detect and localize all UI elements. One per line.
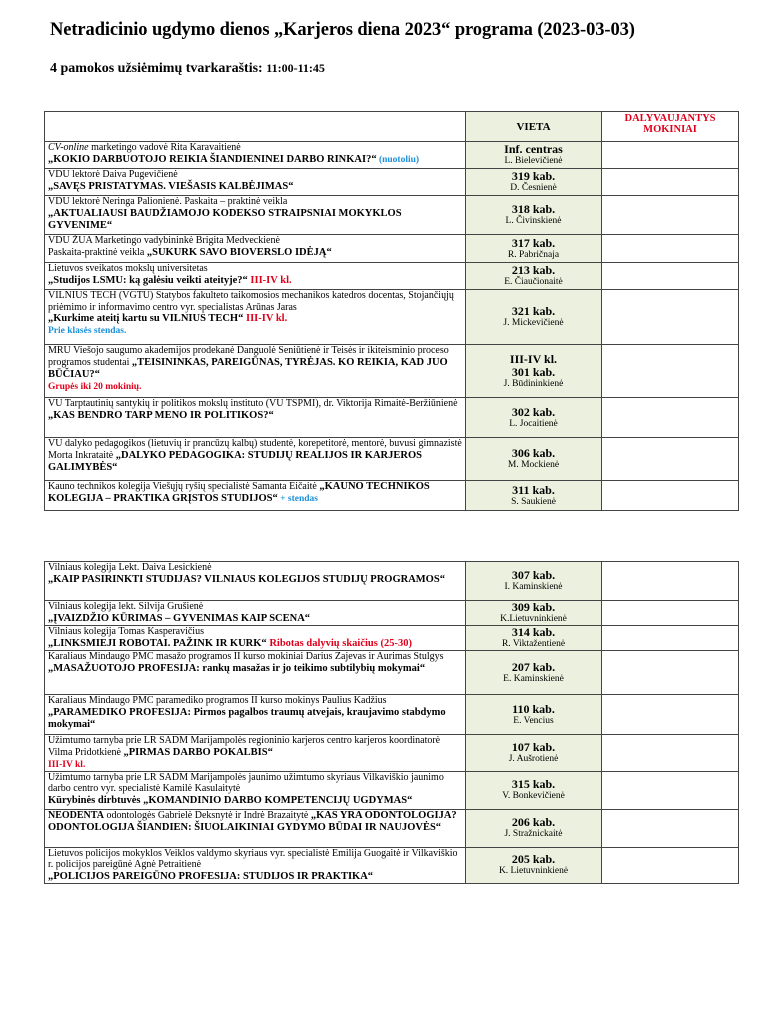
event-topic: „DALYKO PEDAGOGIKA: STUDIJŲ REALIJOS IR KARJEROS GALIMYBĖS“ — [48, 449, 422, 473]
event-topic: „AKTUALIAUSI BAUDŽIAMOJO KODEKSO STRAIPSNIAI MOKYKLOS GYVENIME“ — [48, 207, 402, 231]
location-cell — [466, 481, 602, 511]
event-note: + stendas — [277, 494, 318, 504]
event-description — [48, 735, 462, 759]
participants-cell — [602, 235, 739, 263]
event-topic-line — [48, 574, 462, 586]
participants-cell — [602, 196, 739, 235]
table-row — [45, 847, 739, 883]
lecturer-info: VU Tarptautinių santykių ir politikos mokslų instituto (VU TSPMI), dr. Viktorija Rimaitė-Beržiūnienė — [48, 398, 458, 409]
location-cell — [466, 142, 602, 169]
responsible-teacher: J. Mickevičienė — [503, 318, 564, 328]
header-empty-cell — [45, 112, 466, 142]
event-description — [48, 290, 462, 313]
lecturer-info: VU dalyko pedagogikos (lietuvių ir prancūzų kalbų) studentė, korepetitorė, mentorė, buvusi gimnazistė Morta Inkrataitė — [48, 438, 462, 461]
participants-cell — [602, 290, 739, 345]
header-vieta: VIETA — [466, 112, 602, 142]
table-row — [45, 771, 739, 809]
event-topic: „MASAŽUOTOJO PROFESIJA: rankų masažas ir jo teikimo subtilybių mokymai“ — [48, 662, 426, 674]
event-description — [48, 438, 462, 474]
event-cell — [45, 771, 466, 809]
table-row — [45, 398, 739, 438]
organization-name: NEODENTA — [48, 809, 104, 821]
event-description — [48, 626, 462, 638]
table-row — [45, 438, 739, 481]
event-description — [48, 772, 462, 795]
event-topic: „PIRMAS DARBO POKALBIS“ — [123, 746, 273, 758]
participants-cell — [602, 398, 739, 438]
table-row — [45, 196, 739, 235]
event-topic-line — [48, 638, 462, 650]
event-topic-line — [48, 154, 462, 166]
lecturer-info: MRU Viešojo saugumo akademijos prodekanė Danguolė Seniūtienė ir Teisės ir ikiteisminio proceso programos studentai — [48, 345, 449, 368]
table-row — [45, 809, 739, 847]
header-dalyvaujantys: DALYVAUJANTYS MOKINIAI — [602, 112, 739, 142]
responsible-teacher: R. Viktažentienė — [501, 639, 566, 649]
event-cell — [45, 142, 466, 169]
event-description — [48, 169, 462, 181]
lecturer-info: odontologės Gabrielė Deksnytė ir Indrė Brazaitytė — [103, 809, 311, 821]
event-description — [48, 142, 462, 154]
room-number: 302 kab. — [511, 404, 556, 419]
event-restriction: III-IV kl. — [48, 759, 86, 770]
location-cell — [466, 398, 602, 438]
event-description — [48, 562, 462, 574]
location-cell — [466, 263, 602, 290]
participants-cell — [602, 169, 739, 196]
responsible-teacher: L. Bielevičienė — [504, 156, 563, 166]
event-topic: „LINKSMIEJI ROBOTAI. PAŽINK IR KURK“ — [48, 637, 267, 649]
room-number: 107 kab. — [511, 739, 556, 754]
lecturer-info: Lietuvos sveikatos mokslų universitetas — [48, 263, 208, 274]
event-topic-line — [48, 663, 462, 675]
event-format: Kūrybinės dirbtuvės — [48, 794, 144, 806]
event-cell — [45, 481, 466, 511]
table-row — [45, 651, 739, 695]
event-cell — [45, 398, 466, 438]
page-title: Netradicinio ugdymo dienos „Karjeros diena 2023“ programa (2023-03-03) — [50, 20, 635, 40]
room-number: 306 kab. — [511, 446, 556, 460]
event-cell — [45, 735, 466, 772]
participants-cell — [602, 771, 739, 809]
lecturer-info: Užimtumo tarnyba prie LR SADM Marijampolės jaunimo užimtumo skyriaus Vilkaviškio jaunimo darbo centro vyr. specialistė Kamilė Kasulaitytė — [48, 771, 444, 794]
participants-cell — [602, 263, 739, 290]
subtitle-text: 4 pamokos užsiėmimų tvarkaraštis: — [50, 61, 263, 76]
responsible-teacher: R. Pabričnaja — [507, 249, 560, 260]
table-row — [45, 290, 739, 345]
event-cell — [45, 695, 466, 735]
table-row — [45, 601, 739, 626]
participants-cell — [602, 481, 739, 511]
event-topic: „KAS BENDRO TARP MENO IR POLITIKOS?“ — [48, 409, 274, 421]
event-topic: „ĮVAIZDŽIO KŪRIMAS – GYVENIMAS KAIP SCENA“ — [48, 612, 311, 624]
responsible-teacher: K. Lietuvninkienė — [498, 866, 569, 876]
location-cell — [466, 809, 602, 847]
lecturer-info: VDU lektorė Daiva Pugevičienė — [48, 169, 178, 180]
event-note: (nuotoliu) — [376, 154, 420, 165]
table-row — [45, 626, 739, 651]
table-header-row — [45, 112, 739, 142]
room-number: 213 kab. — [511, 263, 556, 277]
event-topic-line — [48, 208, 462, 232]
table-row — [45, 345, 739, 398]
room-number: 321 kab. — [511, 304, 556, 318]
lecturer-info: VDU lektorė Neringa Palionienė. Paskaita – praktinė veikla — [48, 196, 288, 207]
organization-name: CV-online — [48, 142, 89, 153]
responsible-teacher: K.Lietuvninkienė — [500, 614, 567, 624]
participants-cell — [602, 735, 739, 772]
event-note: Prie klasės stendas. — [48, 326, 127, 336]
room-number: 110 kab. — [512, 701, 555, 716]
event-topic: „SAVĘS PRISTATYMAS. VIEŠASIS KALBĖJIMAS“ — [48, 180, 294, 192]
event-topic: „KAIP PASIRINKTI STUDIJAS? VILNIAUS KOLEGIJOS STUDIJŲ PROGRAMOS“ — [48, 573, 445, 585]
event-cell — [45, 809, 466, 847]
table-row — [45, 481, 739, 511]
location-cell — [466, 290, 602, 345]
event-topic: „POLICIJOS PAREIGŪNO PROFESIJA: STUDIJOS IR PRAKTIKA“ — [48, 870, 374, 882]
location-cell — [466, 695, 602, 735]
lecturer-info: VILNIUS TECH (VGTU) Statybos fakulteto taikomosios mechanikos katedros docentas, Stojančiųjų priėmimo ir informavimo centro vyr. specialistas Arūnas Jaras — [48, 290, 454, 313]
lecturer-info: Lietuvos policijos mokyklos Veiklos valdymo skyriaus vyr. specialistė Emilija Guogaitė ir Vilkaviškio r. policijos pareigūnė Agnė Petraitienė — [48, 847, 458, 870]
format-text: Paskaita-praktinė veikla — [48, 246, 147, 258]
room-number: 301 kab. — [511, 364, 556, 379]
event-topic-line — [48, 613, 462, 625]
participants-cell — [602, 142, 739, 169]
room-number: 319 kab. — [511, 169, 556, 183]
responsible-teacher: S. Saukienė — [511, 496, 556, 507]
room-number: 317 kab. — [511, 235, 556, 250]
responsible-teacher: J. Aušrotienė — [508, 753, 559, 764]
event-cell — [45, 235, 466, 263]
location-cell — [466, 562, 602, 601]
lecturer-info: Karaliaus Mindaugo PMC paramediko programos II kurso mokinys Paulius Kadžius — [48, 695, 387, 706]
lecturer-info: Vilniaus kolegija Tomas Kasperavičius — [48, 626, 204, 637]
responsible-teacher: E. Vencius — [513, 715, 554, 726]
responsible-teacher: L. Čivinskienė — [505, 216, 562, 226]
responsible-teacher: E. Kaminskienė — [503, 673, 564, 684]
event-cell — [45, 438, 466, 481]
event-description — [48, 235, 462, 247]
table-row — [45, 235, 739, 263]
event-description — [48, 810, 462, 834]
event-topic-line — [48, 275, 462, 287]
event-cell — [45, 601, 466, 626]
room-number: 318 kab. — [511, 202, 556, 216]
event-format — [48, 247, 462, 259]
location-cell — [466, 601, 602, 626]
room-number: 315 kab. — [511, 777, 556, 791]
event-cell — [45, 290, 466, 345]
event-topic: „Studijos LSMU: ką galėsiu veikti ateityje?“ — [48, 274, 248, 286]
location-cell — [466, 771, 602, 809]
event-restriction: Ribotas dalyvių skaičius (25-30) — [266, 637, 412, 649]
participants-cell — [602, 601, 739, 626]
lesson-time: 11:00-11:45 — [266, 61, 325, 75]
room-number: 307 kab. — [511, 568, 556, 582]
location-cell — [466, 438, 602, 481]
table-row — [45, 169, 739, 196]
location-cell — [466, 235, 602, 263]
event-topic-line — [48, 181, 462, 193]
event-description — [48, 398, 462, 410]
table-row — [45, 263, 739, 290]
room-number: 207 kab. — [511, 659, 556, 674]
participants-cell — [602, 438, 739, 481]
event-restriction: III-IV kl. — [243, 313, 288, 324]
lecturer-info: Kauno technikos kolegija Viešųjų ryšių specialistė Samanta Eičaitė — [48, 481, 320, 492]
event-description — [48, 481, 462, 506]
event-restriction: III-IV kl. — [247, 274, 292, 286]
participants-cell — [602, 695, 739, 735]
event-description — [48, 196, 462, 208]
event-topic: „KAS YRA ODONTOLOGIJA? ODONTOLOGIJA ŠIANDIEN: ŠIUOLAIKINIAI GYDYMO BŪDAI IR NAUJOVĖS“ — [48, 809, 457, 833]
lecturer-info: VDU ŽUA Marketingo vadybininkė Brigita Medveckienė — [48, 235, 280, 246]
event-topic: „KAUNO TECHNIKOS KOLEGIJA – PRAKTIKA GRĮSTOS STUDIJOS“ — [48, 481, 430, 504]
table-row — [45, 142, 739, 169]
page-subtitle — [50, 61, 325, 77]
room-number: 311 kab. — [512, 482, 555, 497]
location-cell — [466, 169, 602, 196]
grade-range: III-IV kl. — [509, 351, 558, 366]
event-description — [48, 695, 462, 707]
room-number: 206 kab. — [511, 815, 556, 829]
event-topic: „TEISININKAS, PAREIGŪNAS, TYRĖJAS. KO REIKIA, KAD JUO BŪČIAU?“ — [48, 356, 448, 380]
event-description — [48, 848, 462, 871]
table-row — [45, 562, 739, 601]
event-cell — [45, 626, 466, 651]
event-topic-line — [48, 795, 462, 807]
room-number: 314 kab. — [511, 625, 556, 639]
event-topic: „KOKIO DARBUOTOJO REIKIA ŠIANDIENINEI DARBO RINKAI?“ — [48, 153, 377, 165]
participants-cell — [602, 562, 739, 601]
schedule-table-2 — [44, 561, 739, 884]
lecturer-info: Užimtumo tarnyba prie LR SADM Marijampolės regioninio karjeros centro karjeros koordinatorė Vilma Pridotkienė — [48, 735, 441, 758]
responsible-teacher: M. Mockienė — [507, 460, 560, 470]
event-cell — [45, 651, 466, 695]
participants-cell — [602, 847, 739, 883]
event-description — [48, 345, 462, 381]
lecturer-info: Karaliaus Mindaugo PMC masažo programos II kurso mokiniai Darius Zajevas ir Aurimas Stulgys — [48, 651, 444, 662]
event-description — [48, 601, 462, 613]
lecturer-info: Vilniaus kolegija Lekt. Daiva Lesickienė — [48, 562, 212, 573]
table-row — [45, 695, 739, 735]
event-topic-line — [48, 313, 462, 325]
room-number: 309 kab. — [511, 600, 556, 614]
location-cell — [466, 626, 602, 651]
event-topic-line — [48, 707, 462, 731]
responsible-teacher: J. Būdininkienė — [503, 378, 564, 389]
participants-cell — [602, 651, 739, 695]
event-cell — [45, 263, 466, 290]
event-topic: „KOMANDINIO DARBO KOMPETENCIJŲ UGDYMAS“ — [143, 794, 413, 806]
event-cell — [45, 169, 466, 196]
location-cell — [466, 196, 602, 235]
responsible-teacher: D. Česnienė — [510, 183, 557, 193]
lecturer-info: marketingo vadovė Rita Karavaitienė — [88, 142, 241, 153]
location-cell — [466, 651, 602, 695]
location-cell — [466, 345, 602, 398]
event-cell — [45, 847, 466, 883]
responsible-teacher: E. Čiaučionaitė — [504, 277, 563, 287]
event-topic: „PARAMEDIKO PROFESIJA: Pirmos pagalbos traumų atvejais, kraujavimo stabdymo mokymai“ — [48, 706, 446, 730]
event-description — [48, 263, 462, 275]
table-row — [45, 735, 739, 772]
event-cell — [45, 562, 466, 601]
location-cell — [466, 735, 602, 772]
lecturer-info: Vilniaus kolegija lekt. Silvija Grušienė — [48, 601, 204, 612]
participants-cell — [602, 345, 739, 398]
responsible-teacher: J. Stražnickaitė — [504, 829, 563, 839]
event-cell — [45, 196, 466, 235]
event-topic: „SUKURK SAVO BIOVERSLO IDĖJĄ“ — [146, 246, 332, 258]
responsible-teacher: I. Kaminskienė — [504, 582, 563, 592]
room-number: Inf. centras — [504, 142, 563, 156]
event-topic: „Kurkime ateitį kartu su VILNIUS TECH“ — [48, 313, 244, 324]
participants-cell — [602, 626, 739, 651]
event-restriction: Grupės iki 20 mokinių. — [48, 381, 142, 392]
schedule-table-1 — [44, 111, 739, 511]
responsible-teacher: L. Jocaitienė — [509, 418, 558, 429]
event-topic-line — [48, 410, 462, 422]
location-cell — [466, 847, 602, 883]
participants-cell — [602, 809, 739, 847]
event-topic-line — [48, 871, 462, 883]
responsible-teacher: V. Bonkevičienė — [502, 791, 565, 801]
event-cell — [45, 345, 466, 398]
room-number: 205 kab. — [511, 852, 556, 866]
event-description — [48, 651, 462, 663]
